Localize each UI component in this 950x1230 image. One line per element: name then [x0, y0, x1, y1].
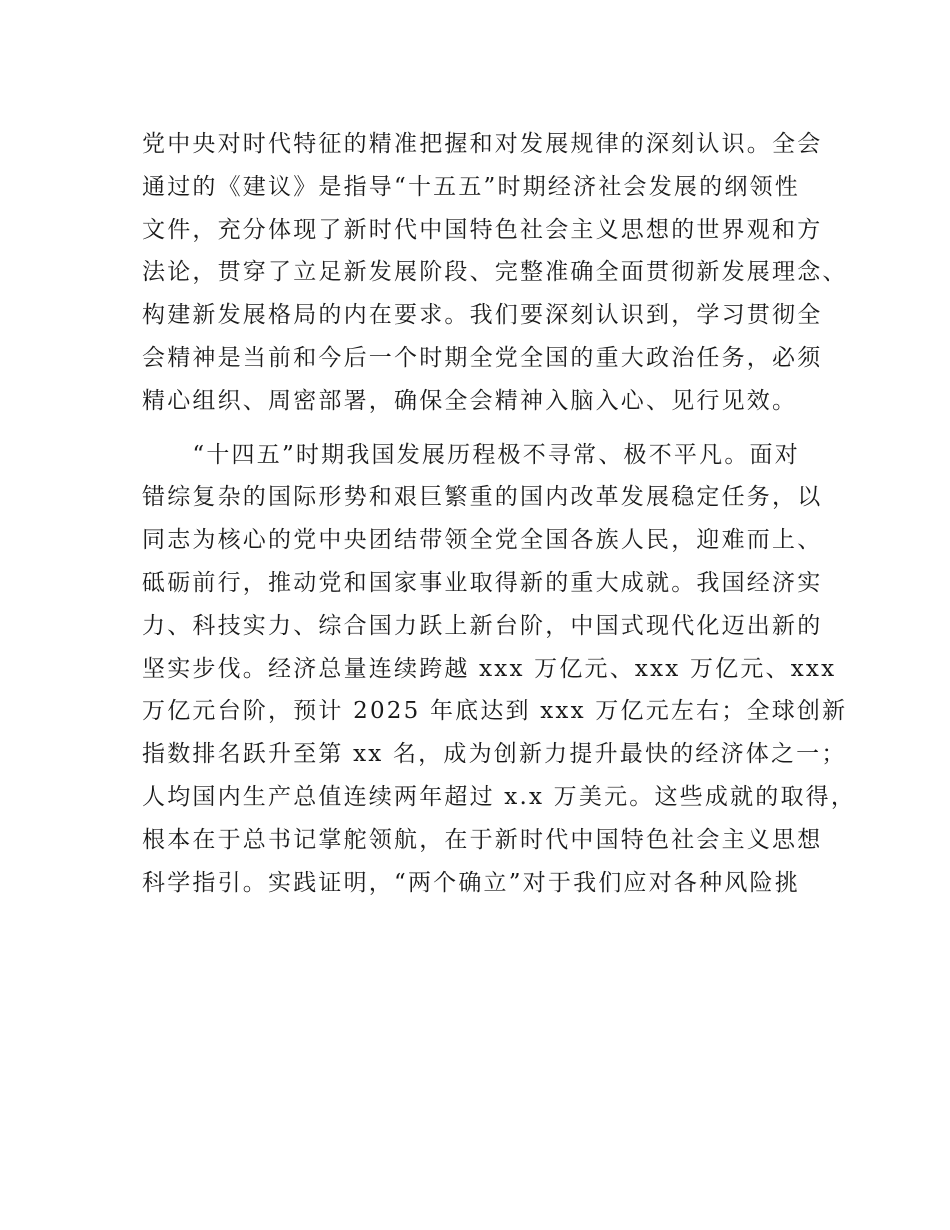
paragraph-line: 万亿元台阶，预计 2025 年底达到 xxx 万亿元左右；全球创新 — [142, 698, 848, 725]
paragraph-line: 力、科技实力、综合国力跃上新台阶，中国式现代化迈出新的 — [142, 612, 823, 639]
paragraph-line: 通过的《建议》是指导“十五五”时期经济社会发展的纲领性 — [142, 173, 800, 200]
paragraph-line: 指数排名跃升至第 xx 名，成为创新力提升最快的经济体之一； — [142, 741, 847, 768]
paragraph-line: 精心组织、周密部署，确保全会精神入脑入心、见行见效。 — [142, 387, 798, 414]
paragraph-line: 根本在于总书记掌舵领航，在于新时代中国特色社会主义思想 — [142, 826, 823, 853]
document-body — [142, 123, 857, 947]
paragraph-2 — [142, 434, 857, 948]
paragraph-line: 党中央对时代特征的精准把握和对发展规律的深刻认识。全会 — [142, 131, 823, 157]
paragraph-line: 科学指引。实践证明，“两个确立”对于我们应对各种风险挑 — [142, 869, 800, 896]
paragraph-line — [142, 904, 822, 947]
paragraph-line: 会精神是当前和今后一个时期全党全国的重大政治任务，必须 — [142, 344, 823, 371]
paragraph-1 — [142, 123, 848, 423]
paragraph-line: 文件，充分体现了新时代中国特色社会主义思想的世界观和方 — [142, 216, 823, 243]
paragraph-line: “十四五”时期我国发展历程极不寻常、极不平凡。面对 — [142, 441, 800, 468]
paragraph-line: 构建新发展格局的内在要求。我们要深刻认识到，学习贯彻全 — [142, 302, 823, 329]
paragraph-line: 坚实步伐。经济总量连续跨越 xxx 万亿元、xxx 万亿元、xxx — [142, 655, 837, 682]
paragraph-spacer — [142, 423, 822, 434]
paragraph-line: 同志为核心的党中央团结带领全党全国各族人民，迎难而上、 — [142, 527, 823, 554]
paragraph-line: 人均国内生产总值连续两年超过 x.x 万美元。这些成就的取得， — [142, 783, 857, 810]
paragraph-line: 法论，贯穿了立足新发展阶段、完整准确全面贯彻新发展理念、 — [142, 259, 848, 286]
paragraph-line: 错综复杂的国际形势和艰巨繁重的国内改革发展稳定任务，以 — [142, 484, 823, 511]
paragraph-line: 砥砺前行，推动党和国家事业取得新的重大成就。我国经济实 — [142, 569, 823, 596]
